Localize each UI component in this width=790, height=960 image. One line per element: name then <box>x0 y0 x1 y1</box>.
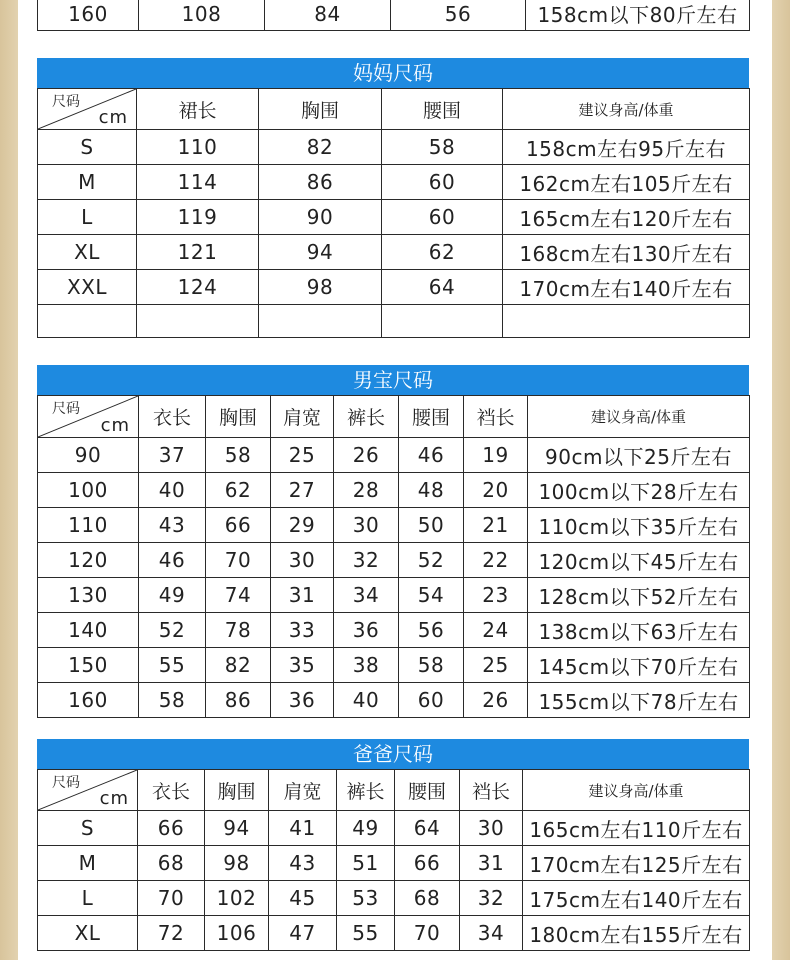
cell: 37 <box>139 438 206 473</box>
cell: 160 <box>38 0 139 31</box>
cell: 100cm以下28斤左右 <box>528 473 750 508</box>
cell: 22 <box>464 543 528 578</box>
size-cm-corner-cell <box>38 396 139 438</box>
cell: M <box>38 846 138 881</box>
cell: 90cm以下25斤左右 <box>528 438 750 473</box>
mom-size-table <box>37 88 750 338</box>
column-header: 衣长 <box>139 396 206 438</box>
cell: 74 <box>206 578 271 613</box>
cell: 66 <box>206 508 271 543</box>
cell: 47 <box>269 916 337 951</box>
cell <box>38 305 137 338</box>
column-header: 胸围 <box>206 396 271 438</box>
size-cm-corner-cell <box>38 770 138 811</box>
table-row <box>38 130 750 165</box>
cell: 26 <box>334 438 399 473</box>
cell: 84 <box>265 0 391 31</box>
cell: 158cm左右95斤左右 <box>503 130 750 165</box>
cell: 102 <box>205 881 269 916</box>
cell: 56 <box>391 0 526 31</box>
cell: 82 <box>206 648 271 683</box>
cell: 55 <box>139 648 206 683</box>
dad-size-title: 爸爸尺码 <box>37 739 749 769</box>
column-header: 裆长 <box>464 396 528 438</box>
cell: 64 <box>382 270 503 305</box>
column-header: 腰围 <box>395 770 460 811</box>
previous-table-last-row <box>37 0 750 31</box>
cell: 68 <box>138 846 205 881</box>
cell: 36 <box>334 613 399 648</box>
cell: 94 <box>259 235 382 270</box>
table-header-row <box>38 396 750 438</box>
size-cm-corner-cell <box>38 89 137 130</box>
column-header: 腰围 <box>399 396 464 438</box>
cell <box>382 305 503 338</box>
cell: L <box>38 200 137 235</box>
cell: 121 <box>137 235 259 270</box>
table-row <box>38 916 750 951</box>
cell: 78 <box>206 613 271 648</box>
boy-size-title: 男宝尺码 <box>37 365 749 395</box>
cell: 51 <box>337 846 395 881</box>
table-row <box>38 235 750 270</box>
cell: 124 <box>137 270 259 305</box>
cell: 25 <box>464 648 528 683</box>
cell: 58 <box>206 438 271 473</box>
cell: 60 <box>382 165 503 200</box>
cell: 49 <box>337 811 395 846</box>
table-header-row <box>38 89 750 130</box>
cell: 110 <box>137 130 259 165</box>
table-row <box>38 648 750 683</box>
cell: 90 <box>259 200 382 235</box>
cell: 94 <box>205 811 269 846</box>
cell: 114 <box>137 165 259 200</box>
cell: 110 <box>38 508 139 543</box>
cell: 23 <box>464 578 528 613</box>
cell: 40 <box>334 683 399 718</box>
table-header-row <box>38 770 750 811</box>
cell: 170cm左右140斤左右 <box>503 270 750 305</box>
cell: 54 <box>399 578 464 613</box>
cell: 49 <box>139 578 206 613</box>
cell: 119 <box>137 200 259 235</box>
cell: 43 <box>139 508 206 543</box>
corner-unit-label: cm <box>99 788 129 809</box>
cell: 106 <box>205 916 269 951</box>
column-header: 裆长 <box>460 770 523 811</box>
cell: 46 <box>399 438 464 473</box>
cell: 98 <box>205 846 269 881</box>
cell: 30 <box>460 811 523 846</box>
cell: 168cm左右130斤左右 <box>503 235 750 270</box>
cell: 50 <box>399 508 464 543</box>
corner-size-label: 尺码 <box>52 401 80 417</box>
cell: 62 <box>382 235 503 270</box>
table-row <box>38 683 750 718</box>
cell: 70 <box>206 543 271 578</box>
cell: 140 <box>38 613 139 648</box>
cell: 165cm左右120斤左右 <box>503 200 750 235</box>
cell: 56 <box>399 613 464 648</box>
cell: 62 <box>206 473 271 508</box>
cell: 31 <box>271 578 334 613</box>
cell: 52 <box>139 613 206 648</box>
column-header: 肩宽 <box>269 770 337 811</box>
cell: 20 <box>464 473 528 508</box>
cell: 150 <box>38 648 139 683</box>
cell: 30 <box>271 543 334 578</box>
cell: 86 <box>259 165 382 200</box>
dad-size-table <box>37 769 750 951</box>
column-header: 胸围 <box>259 89 382 130</box>
cell: 66 <box>395 846 460 881</box>
table-row <box>38 578 750 613</box>
cell: 100 <box>38 473 139 508</box>
column-header: 肩宽 <box>271 396 334 438</box>
cell: L <box>38 881 138 916</box>
cell: 158cm以下80斤左右 <box>526 0 750 31</box>
cell: 64 <box>395 811 460 846</box>
table-row <box>38 200 750 235</box>
table-row <box>38 270 750 305</box>
cell: 98 <box>259 270 382 305</box>
cell: 108 <box>139 0 265 31</box>
cell: 120 <box>38 543 139 578</box>
cell: 160 <box>38 683 139 718</box>
cell: 32 <box>334 543 399 578</box>
cell: 32 <box>460 881 523 916</box>
cell: 180cm左右155斤左右 <box>523 916 750 951</box>
cell: 70 <box>395 916 460 951</box>
table-row-empty <box>38 305 750 338</box>
cell: 162cm左右105斤左右 <box>503 165 750 200</box>
cell: 28 <box>334 473 399 508</box>
cell: 26 <box>464 683 528 718</box>
cell: 170cm左右125斤左右 <box>523 846 750 881</box>
table-row <box>38 811 750 846</box>
cell <box>503 305 750 338</box>
column-header: 衣长 <box>138 770 205 811</box>
corner-unit-label: cm <box>100 415 130 436</box>
cell: 38 <box>334 648 399 683</box>
table-row <box>38 881 750 916</box>
cell: XXL <box>38 270 137 305</box>
corner-unit-label: cm <box>98 107 128 128</box>
table-row <box>38 438 750 473</box>
cell: 55 <box>337 916 395 951</box>
cell: 145cm以下70斤左右 <box>528 648 750 683</box>
cell: 46 <box>139 543 206 578</box>
cell: 41 <box>269 811 337 846</box>
cell: 90 <box>38 438 139 473</box>
cell: M <box>38 165 137 200</box>
cell: S <box>38 811 138 846</box>
cell: 58 <box>399 648 464 683</box>
cell: 138cm以下63斤左右 <box>528 613 750 648</box>
cell <box>137 305 259 338</box>
table-row <box>38 165 750 200</box>
cell: 68 <box>395 881 460 916</box>
cell: 72 <box>138 916 205 951</box>
cell: 24 <box>464 613 528 648</box>
cell: 27 <box>271 473 334 508</box>
cell: 19 <box>464 438 528 473</box>
table-row <box>38 543 750 578</box>
cell: XL <box>38 235 137 270</box>
cell: 66 <box>138 811 205 846</box>
column-header: 裙长 <box>137 89 259 130</box>
column-header: 建议身高/体重 <box>528 396 750 438</box>
cell: 21 <box>464 508 528 543</box>
column-header: 建议身高/体重 <box>523 770 750 811</box>
column-header: 建议身高/体重 <box>503 89 750 130</box>
cell: 120cm以下45斤左右 <box>528 543 750 578</box>
cell: 45 <box>269 881 337 916</box>
table-row <box>38 613 750 648</box>
cell: 60 <box>399 683 464 718</box>
cell: 58 <box>382 130 503 165</box>
table-row <box>38 473 750 508</box>
column-header: 胸围 <box>205 770 269 811</box>
cell: S <box>38 130 137 165</box>
cell: 82 <box>259 130 382 165</box>
corner-size-label: 尺码 <box>52 94 80 110</box>
cell <box>259 305 382 338</box>
cell: 175cm左右140斤左右 <box>523 881 750 916</box>
cell: 110cm以下35斤左右 <box>528 508 750 543</box>
cell: 40 <box>139 473 206 508</box>
cell: 35 <box>271 648 334 683</box>
cell: 128cm以下52斤左右 <box>528 578 750 613</box>
mom-size-title: 妈妈尺码 <box>37 58 749 88</box>
corner-size-label: 尺码 <box>52 775 80 791</box>
cell: 60 <box>382 200 503 235</box>
cell: 165cm左右110斤左右 <box>523 811 750 846</box>
cell: 36 <box>271 683 334 718</box>
cell: 53 <box>337 881 395 916</box>
cell: 155cm以下78斤左右 <box>528 683 750 718</box>
cell: 33 <box>271 613 334 648</box>
cell: 130 <box>38 578 139 613</box>
cell: 48 <box>399 473 464 508</box>
column-header: 裤长 <box>334 396 399 438</box>
cell: 86 <box>206 683 271 718</box>
column-header: 裤长 <box>337 770 395 811</box>
cell: 30 <box>334 508 399 543</box>
cell: 29 <box>271 508 334 543</box>
table-row <box>38 846 750 881</box>
cell: 25 <box>271 438 334 473</box>
cell: 52 <box>399 543 464 578</box>
cell: 34 <box>460 916 523 951</box>
column-header: 腰围 <box>382 89 503 130</box>
cell: 31 <box>460 846 523 881</box>
cell: 70 <box>138 881 205 916</box>
cell: 58 <box>139 683 206 718</box>
cell: 43 <box>269 846 337 881</box>
cell: 34 <box>334 578 399 613</box>
cell: XL <box>38 916 138 951</box>
boy-size-table <box>37 395 750 718</box>
table-row <box>38 508 750 543</box>
